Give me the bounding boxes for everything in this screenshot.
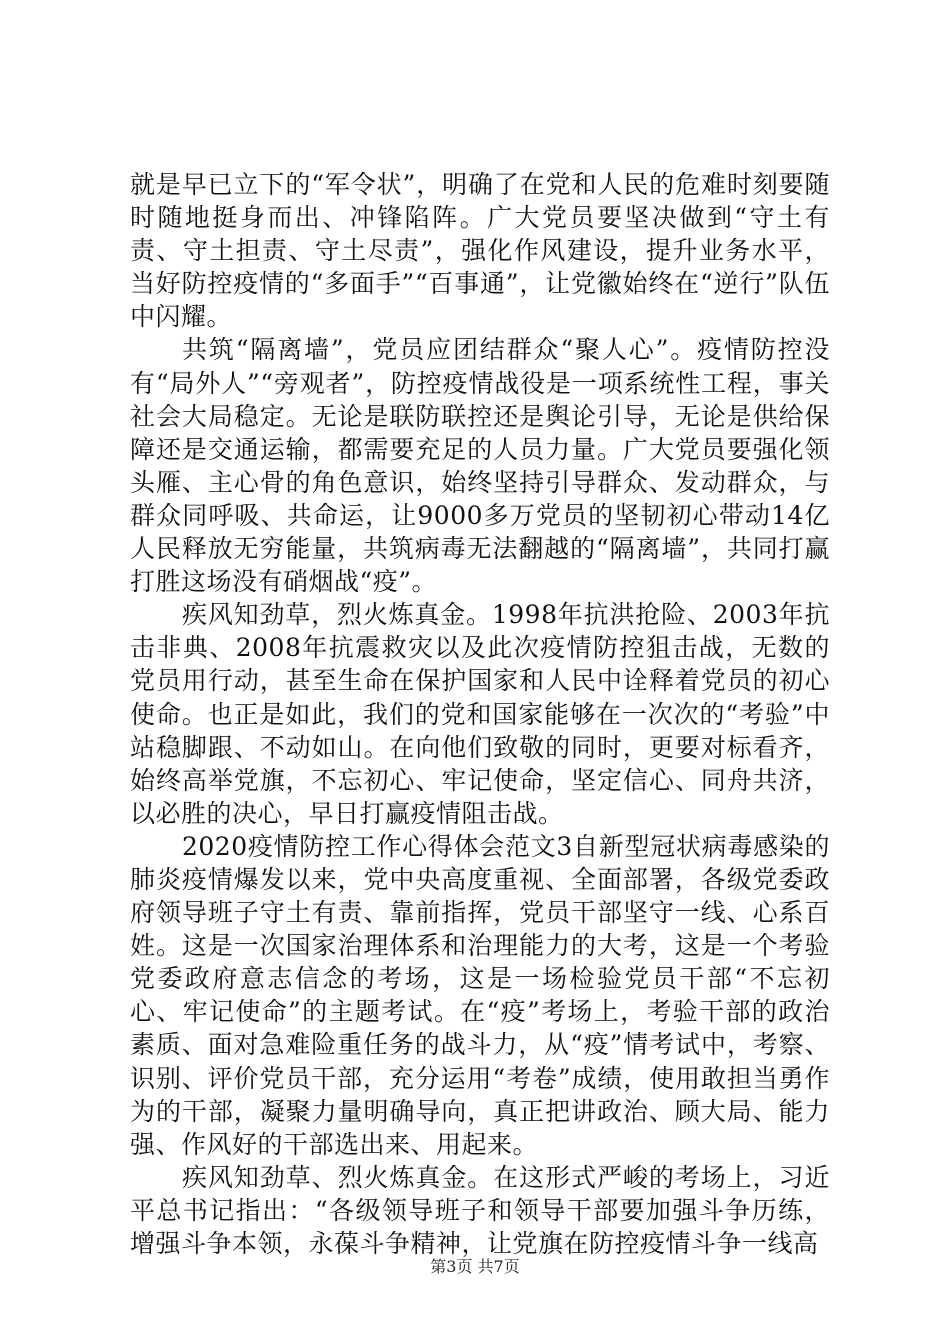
paragraph: 疾风知劲草，烈火炼真金。1998年抗洪抢险、2003年抗击非典、2008年抗震救灾以及此次疫情防控狙击战，无数的党员用行动，甚至生命在保护国家和人民中诠释着党员的初心使命。也正是如此，我们的党和国家能够在一次次的“考验”中站稳脚跟、不动如山。在向他们致敬的同时，更要对标看齐，始终高举党旗，不忘初心、牢记使命，坚定信心、同舟共济，以必胜的决心，早日打赢疫情阻击战。 bbox=[130, 600, 830, 828]
paragraph-continued: 就是早已立下的“军令状”，明确了在党和人民的危难时刻要随时随地挺身而出、冲锋陷阵。广大党员要坚决做到“守土有责、守土担责、守土尽责”，强化作风建设，提升业务水平，当好防控疫情的“多面手”“百事通”，让党徽始终在“逆行”队伍中闪耀。 bbox=[130, 170, 830, 332]
document-body bbox=[130, 168, 830, 1260]
paragraph: 共筑“隔离墙”，党员应团结群众“聚人心”。疫情防控没有“局外人”“旁观者”，防控疫情战役是一项系统性工程，事关社会大局稳定。无论是联防联控还是舆论引导，无论是供给保障还是交通运输，都需要充足的人员力量。广大党员要强化领头雁、主心骨的角色意识，始终坚持引导群众、发动群众，与群众同呼吸、共命运，让9000多万党员的坚韧初心带动14亿人民释放无穷能量，共筑病毒无法翻越的“隔离墙”，共同打赢打胜这场没有硝烟战“疫”。 bbox=[130, 335, 830, 597]
page-number-footer: 第3页 共7页 bbox=[430, 1257, 520, 1276]
paragraph: 2020疫情防控工作心得体会范文3自新型冠状病毒感染的肺炎疫情爆发以来，党中央高度重视、全面部署，各级党委政府领导班子守土有责、靠前指挥，党员干部坚守一线、心系百姓。这是一次国家治理体系和治理能力的大考，这是一个考验党委政府意志信念的考场，这是一场检验党员干部“不忘初心、牢记使命”的主题考试。在“疫”考场上，考验干部的政治素质、面对急难险重任务的战斗力，从“疫”情考试中，考察、识别、评价党员干部，充分运用“考卷”成绩，使用敢担当勇作为的干部，凝聚力量明确导向，真正把讲政治、顾大局、能力强、作风好的干部选出来、用起来。 bbox=[130, 831, 830, 1159]
paragraph: 疾风知劲草、烈火炼真金。在这形式严峻的考场上，习近平总书记指出：“各级领导班子和领导干部要加强斗争历练，增强斗争本领，永葆斗争精神，让党旗在防控疫情斗争一线高 bbox=[130, 1162, 830, 1258]
